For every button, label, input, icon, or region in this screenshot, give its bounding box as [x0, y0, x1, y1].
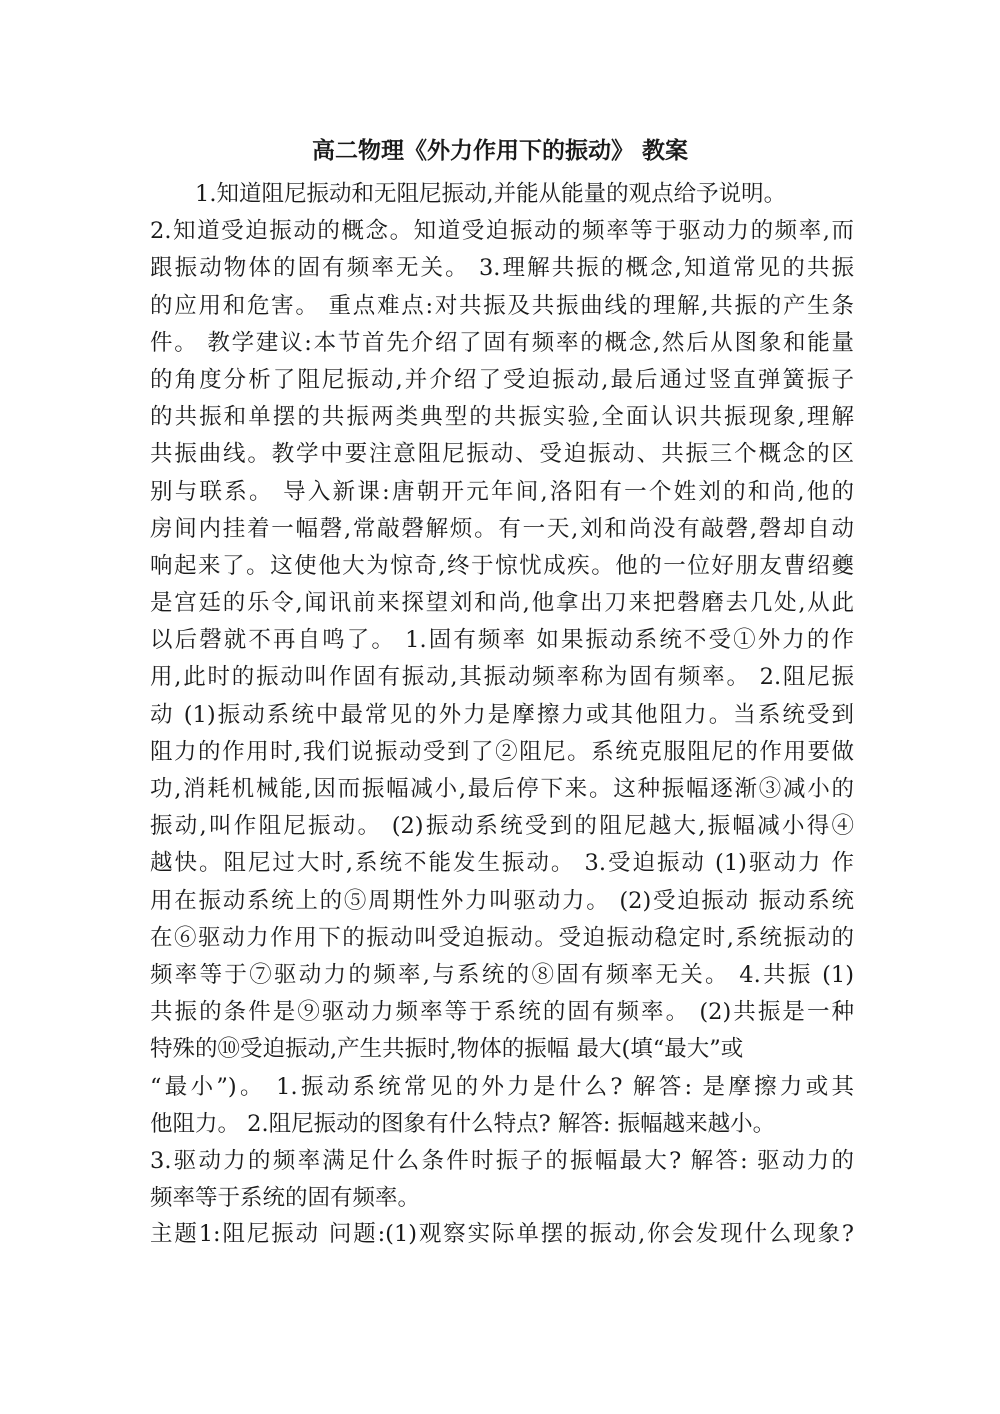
text-line: 功,消耗机械能,因而振幅减小,最后停下来。这种振幅逐渐③减小的	[150, 776, 854, 802]
text-line: 在⑥驱动力作用下的振动叫受迫振动。受迫振动稳定时,系统振动的	[150, 924, 854, 951]
text-line: 响起来了。这使他大为惊奇,终于惊忧成疾。他的一位好朋友曹绍夔	[150, 552, 854, 579]
text-line: 特殊的⑩受迫振动,产生共振时,物体的振幅 最大(填“最大”或	[150, 1036, 744, 1063]
text-line: 频率等于系统的固有频率。	[150, 1185, 421, 1212]
text-line: 共振曲线。教学中要注意阻尼振动、受迫振动、共振三个概念的区	[150, 441, 854, 468]
text-line: 他阻力。 2.阻尼振动的图象有什么特点? 解答: 振幅越来越小。	[150, 1110, 776, 1137]
text-line: 2.知道受迫振动的概念。知道受迫振动的频率等于驱动力的频率,而	[150, 218, 854, 245]
text-line: 件。 教学建议:本节首先介绍了固有频率的概念,然后从图象和能量	[150, 329, 854, 356]
document-body	[150, 176, 854, 1217]
text-line: 以后磬就不再自鸣了。 1.固有频率 如果振动系统不受①外力的作	[150, 627, 854, 654]
text-line: 房间内挂着一幅磬,常敲磬解烦。有一天,刘和尚没有敲磬,磬却自动	[150, 515, 854, 542]
text-line: 1.知道阻尼振动和无阻尼振动,并能从能量的观点给予说明。	[150, 181, 787, 207]
text-line: 别与联系。 导入新课:唐朝开元年间,洛阳有一个姓刘的和尚,他的	[150, 478, 854, 505]
topic-line: 主题1:阻尼振动 问题:(1)观察实际单摆的振动,你会发现什么现象?	[150, 1221, 854, 1247]
text-line: 跟振动物体的固有频率无关。 3.理解共振的概念,知道常见的共振	[150, 255, 854, 282]
text-line: 共振的条件是⑨驱动力频率等于系统的固有频率。 (2)共振是一种	[150, 999, 854, 1026]
text-line: 振动,叫作阻尼振动。 (2)振动系统受到的阻尼越大,振幅减小得④	[150, 813, 854, 840]
text-line: 3.驱动力的频率满足什么条件时振子的振幅最大? 解答: 驱动力的	[150, 1147, 854, 1174]
text-line: 是宫廷的乐令,闻讯前来探望刘和尚,他拿出刀来把磬磨去几处,从此	[150, 590, 854, 617]
text-line: 动 (1)振动系统中最常见的外力是摩擦力或其他阻力。当系统受到	[150, 701, 854, 728]
text-line: 的应用和危害。 重点难点:对共振及共振曲线的理解,共振的产生条	[150, 292, 854, 319]
text-line: 频率等于⑦驱动力的频率,与系统的⑧固有频率无关。 4.共振 (1)	[150, 961, 854, 988]
text-line: 阻力的作用时,我们说振动受到了②阻尼。系统克服阻尼的作用要做	[150, 738, 854, 765]
text-line: 用在振动系统上的⑤周期性外力叫驱动力。 (2)受迫振动 振动系统	[150, 887, 854, 914]
text-line: 用,此时的振动叫作固有振动,其振动频率称为固有频率。 2.阻尼振	[150, 664, 854, 691]
text-line: 越快。阻尼过大时,系统不能发生振动。 3.受迫振动 (1)驱动力 作	[150, 850, 854, 877]
text-line: 的共振和单摆的共振两类典型的共振实验,全面认识共振现象,理解	[150, 404, 854, 431]
text-line: 的角度分析了阻尼振动,并介绍了受迫振动,最后通过竖直弹簧振子	[150, 366, 854, 393]
document-title: 高二物理《外力作用下的振动》 教案	[311, 138, 688, 164]
text-line: “最小”)。 1.振动系统常见的外力是什么? 解答: 是摩擦力或其	[150, 1073, 854, 1100]
